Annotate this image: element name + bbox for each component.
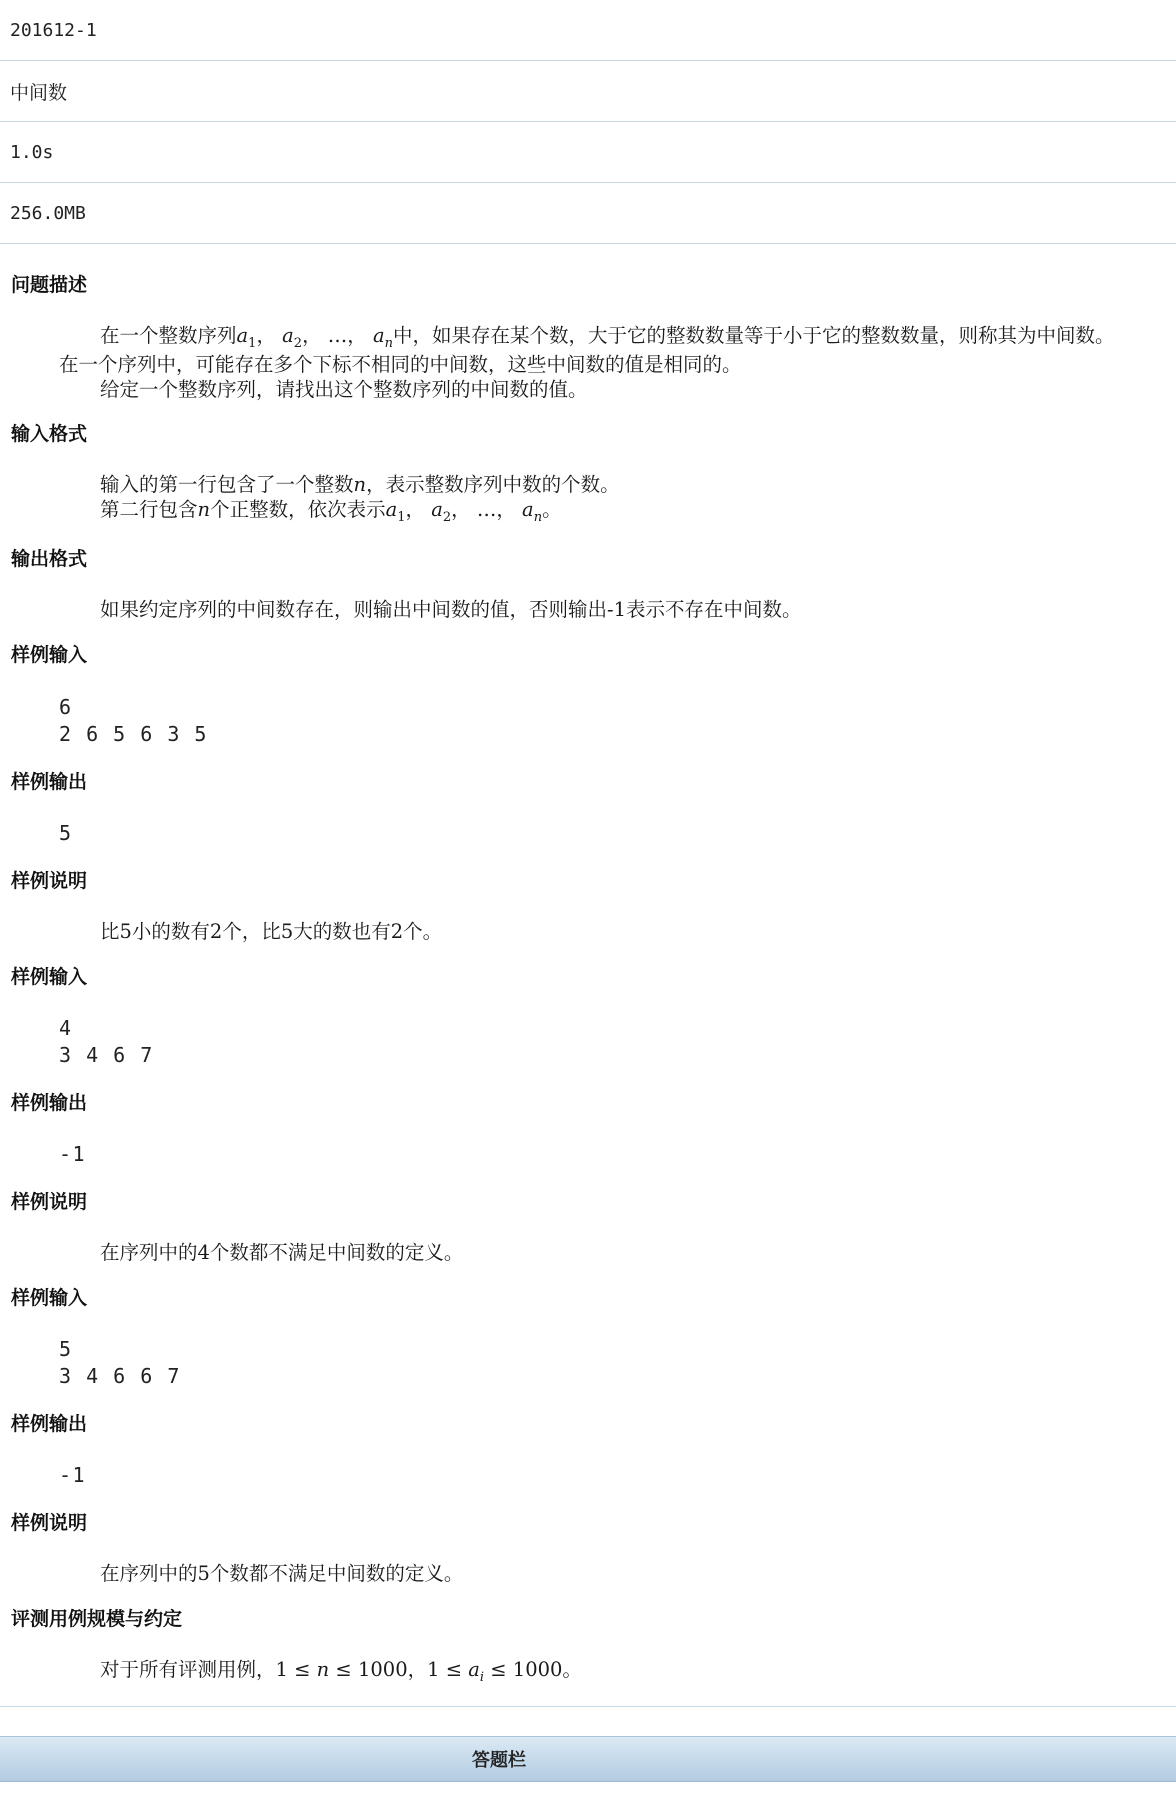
output-format-title: 输出格式 bbox=[11, 548, 88, 570]
sample-explain-title-1: 样例说明 bbox=[11, 870, 88, 892]
sample-output-3: -1 bbox=[59, 1463, 87, 1487]
sample-output-1: 5 bbox=[59, 821, 73, 845]
sample-explain-2: 在序列中的4个数都不满足中间数的定义。 bbox=[100, 1241, 464, 1264]
constraints-title: 评测用例规模与约定 bbox=[11, 1608, 183, 1630]
sample-output-title-2: 样例输出 bbox=[11, 1092, 88, 1114]
description-line-1: 在一个整数序列$a_1$， $a_2$， …， $a_n$中，如果存在某个数，大于它的整数数量等于小于它的整数数量，则称其为中间数。 bbox=[100, 324, 1115, 351]
answer-bar[interactable] bbox=[0, 1736, 1176, 1782]
sample-input-1: 6 2 6 5 6 3 5 bbox=[59, 695, 208, 746]
input-format-line-2: 第二行包含n个正整数，依次表示$a_1$， $a_2$， …， $a_n$。 bbox=[100, 498, 562, 525]
constraints-line: 对于所有评测用例，1 ≤ n ≤ 1000，$1 \le a_i \le 1000$。 bbox=[100, 1658, 582, 1685]
memory-limit: 256.0MB bbox=[0, 183, 1176, 244]
description-line-3: 给定一个整数序列，请找出这个整数序列的中间数的值。 bbox=[100, 378, 588, 401]
problem-meta bbox=[0, 0, 1176, 244]
description-line-2: 在一个序列中，可能存在多个下标不相同的中间数，这些中间数的值是相同的。 bbox=[59, 353, 742, 376]
sample-input-3: 5 3 4 6 6 7 bbox=[59, 1337, 181, 1388]
sample-explain-title-2: 样例说明 bbox=[11, 1191, 88, 1213]
sample-explain-3: 在序列中的5个数都不满足中间数的定义。 bbox=[100, 1562, 464, 1585]
sample-input-title-2: 样例输入 bbox=[11, 966, 88, 988]
output-format-line-1: 如果约定序列的中间数存在，则输出中间数的值，否则输出-1表示不存在中间数。 bbox=[100, 598, 802, 621]
sample-explain-title-3: 样例说明 bbox=[11, 1512, 88, 1534]
sample-input-2: 4 3 4 6 7 bbox=[59, 1016, 154, 1067]
answer-bar-label: 答题栏 bbox=[472, 1750, 526, 1771]
description-title: 问题描述 bbox=[11, 274, 88, 296]
sample-output-2: -1 bbox=[59, 1142, 87, 1166]
sample-explain-1: 比5小的数有2个，比5大的数也有2个。 bbox=[100, 920, 443, 943]
sample-input-title-1: 样例输入 bbox=[11, 644, 88, 666]
sample-output-title-1: 样例输出 bbox=[11, 771, 88, 793]
time-limit: 1.0s bbox=[0, 122, 1176, 183]
input-format-line-1: 输入的第一行包含了一个整数n，表示整数序列中数的个数。 bbox=[100, 473, 620, 496]
problem-id: 201612-1 bbox=[0, 0, 1176, 61]
sample-input-title-3: 样例输入 bbox=[11, 1287, 88, 1309]
sample-output-title-3: 样例输出 bbox=[11, 1413, 88, 1435]
input-format-title: 输入格式 bbox=[11, 423, 88, 445]
problem-name: 中间数 bbox=[0, 61, 1176, 122]
footer-divider bbox=[0, 1706, 1176, 1707]
